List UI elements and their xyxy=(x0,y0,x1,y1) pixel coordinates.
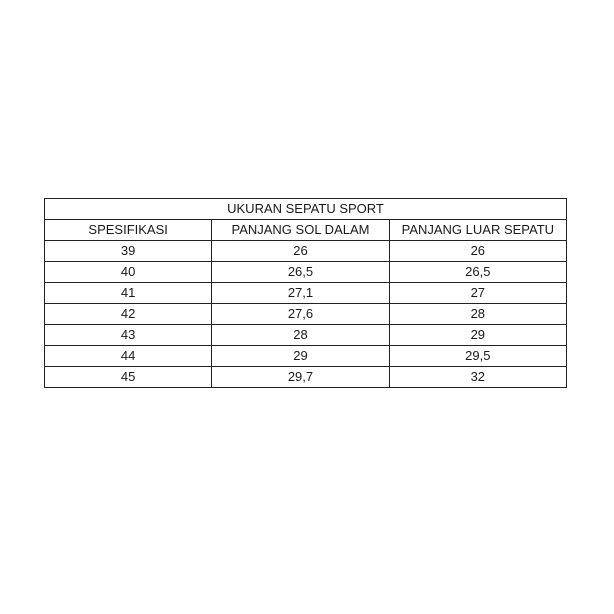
shoe-size-table xyxy=(44,198,567,388)
cell-inner-sole-length: 27,6 xyxy=(212,304,389,325)
cell-inner-sole-length: 29 xyxy=(212,346,389,367)
cell-outer-shoe-length: 26,5 xyxy=(389,262,566,283)
table-row xyxy=(45,367,567,388)
cell-outer-shoe-length: 26 xyxy=(389,241,566,262)
cell-outer-shoe-length: 29,5 xyxy=(389,346,566,367)
cell-outer-shoe-length: 29 xyxy=(389,325,566,346)
cell-inner-sole-length: 26 xyxy=(212,241,389,262)
table-header-row xyxy=(45,220,567,241)
table-row xyxy=(45,262,567,283)
table-row xyxy=(45,283,567,304)
table-row xyxy=(45,241,567,262)
table-row xyxy=(45,346,567,367)
cell-size: 44 xyxy=(45,346,212,367)
cell-size: 42 xyxy=(45,304,212,325)
cell-size: 39 xyxy=(45,241,212,262)
cell-size: 40 xyxy=(45,262,212,283)
table-title: UKURAN SEPATU SPORT xyxy=(45,199,567,220)
cell-outer-shoe-length: 28 xyxy=(389,304,566,325)
header-spesifikasi: SPESIFIKASI xyxy=(45,220,212,241)
cell-inner-sole-length: 27,1 xyxy=(212,283,389,304)
cell-outer-shoe-length: 27 xyxy=(389,283,566,304)
cell-inner-sole-length: 29,7 xyxy=(212,367,389,388)
cell-size: 45 xyxy=(45,367,212,388)
cell-outer-shoe-length: 32 xyxy=(389,367,566,388)
table-row xyxy=(45,304,567,325)
header-panjang-sol-dalam: PANJANG SOL DALAM xyxy=(212,220,389,241)
cell-inner-sole-length: 26,5 xyxy=(212,262,389,283)
cell-inner-sole-length: 28 xyxy=(212,325,389,346)
table-row xyxy=(45,325,567,346)
cell-size: 41 xyxy=(45,283,212,304)
cell-size: 43 xyxy=(45,325,212,346)
table-title-row xyxy=(45,199,567,220)
header-panjang-luar-sepatu: PANJANG LUAR SEPATU xyxy=(389,220,566,241)
